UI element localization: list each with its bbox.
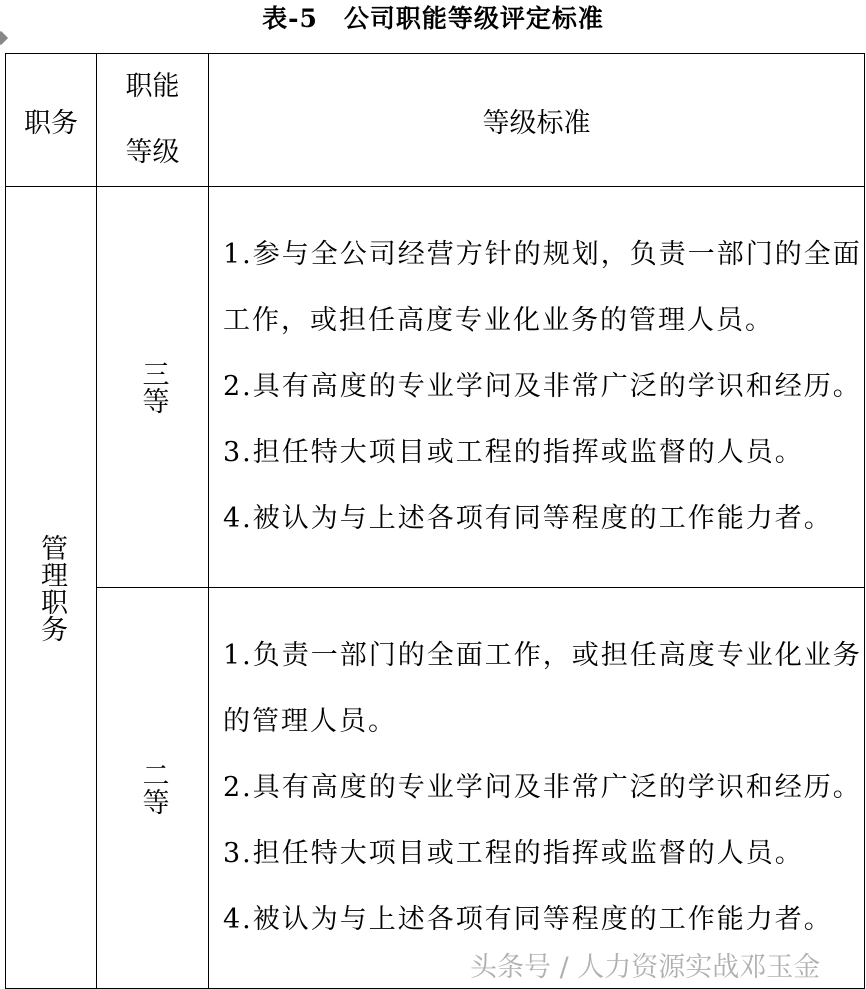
table-title: 表-5 公司职能等级评定标准 xyxy=(262,4,604,33)
table-row xyxy=(6,588,865,989)
criteria-item: 3.担任特大项目或工程的指挥或监督的人员。 xyxy=(223,437,804,468)
criteria-cell xyxy=(209,588,865,989)
header-row xyxy=(6,54,865,187)
table-row xyxy=(6,187,865,588)
header-job-label: 职务 xyxy=(24,107,78,139)
header-grade xyxy=(97,54,209,187)
grade-cell xyxy=(97,187,209,588)
grade-label: 三等 xyxy=(137,360,169,414)
job-cell xyxy=(6,187,97,989)
criteria-item: 3.担任特大项目或工程的指挥或监督的人员。 xyxy=(223,838,804,869)
job-label: 管理职务 xyxy=(36,533,67,642)
header-grade-line2: 等级 xyxy=(125,137,180,168)
header-job xyxy=(6,54,97,187)
criteria-item: 4.被认为与上述各项有同等程度的工作能力者。 xyxy=(223,503,833,534)
criteria-cell xyxy=(209,187,865,588)
grade-label: 二等 xyxy=(137,761,169,815)
header-standard xyxy=(209,54,865,187)
criteria-item: 1.参与全公司经营方针的规划，负责一部门的全面工作，或担任高度专业化业务的管理人员。 xyxy=(223,239,862,336)
criteria-item: 2.具有高度的专业学问及非常广泛的学识和经历。 xyxy=(223,772,862,803)
grade-cell xyxy=(97,588,209,989)
watermark: 头条号 / 人力资源实战邓玉金 xyxy=(470,952,821,983)
criteria-item: 1.负责一部门的全面工作，或担任高度专业化业务的管理人员。 xyxy=(223,640,862,737)
criteria-item: 2.具有高度的专业学问及非常广泛的学识和经历。 xyxy=(223,371,862,402)
grade-table xyxy=(5,53,865,989)
criteria-item: 4.被认为与上述各项有同等程度的工作能力者。 xyxy=(223,904,833,935)
header-grade-line1: 职能 xyxy=(125,71,180,102)
header-standard-label: 等级标准 xyxy=(482,107,591,139)
